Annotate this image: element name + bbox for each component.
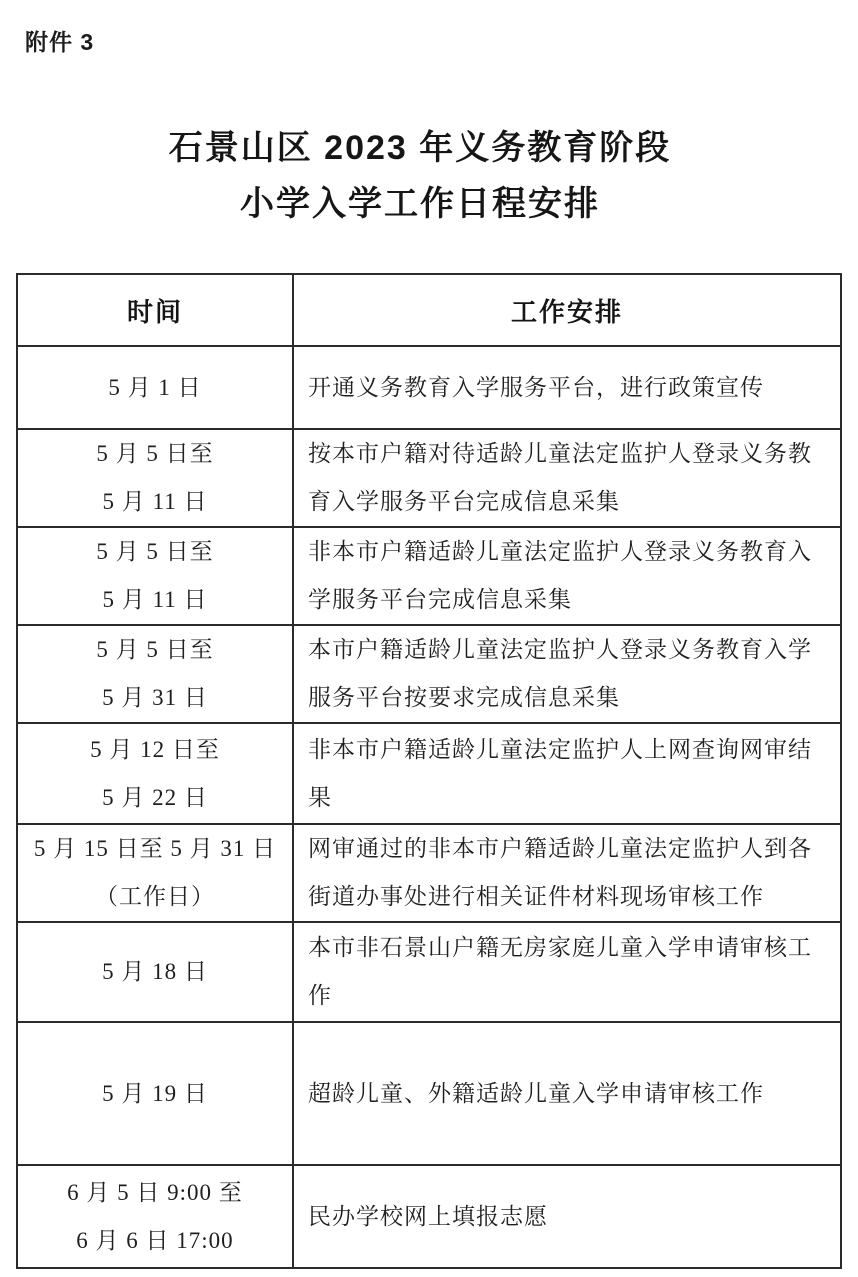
task-cell bbox=[293, 625, 841, 723]
time-line: 5 月 19 日 bbox=[102, 1080, 208, 1106]
time-line: （工作日） bbox=[95, 884, 215, 909]
time-cell bbox=[17, 625, 293, 723]
time-cell bbox=[17, 1165, 293, 1268]
task-text: 网审通过的非本市户籍适龄儿童法定监护人到各街道办事处进行相关证件材料现场审核工作 bbox=[308, 836, 812, 909]
task-text: 非本市户籍适龄儿童法定监护人登录义务教育入学服务平台完成信息采集 bbox=[308, 539, 812, 612]
task-text: 开通义务教育入学服务平台，进行政策宣传 bbox=[308, 374, 764, 400]
time-line: 5 月 31 日 bbox=[102, 685, 208, 710]
task-cell bbox=[293, 346, 841, 429]
time-line: 5 月 5 日至 bbox=[96, 637, 214, 662]
task-cell bbox=[293, 723, 841, 824]
task-text: 本市非石景山户籍无房家庭儿童入学申请审核工作 bbox=[308, 935, 812, 1008]
table-row bbox=[17, 1022, 841, 1165]
schedule-table-body bbox=[17, 346, 841, 1268]
table-row bbox=[17, 625, 841, 723]
header-cell-time: 时间 bbox=[17, 274, 293, 346]
header-cell-task: 工作安排 bbox=[293, 274, 841, 346]
table-row bbox=[17, 922, 841, 1022]
time-line: 5 月 15 日至 5 月 31 日 bbox=[33, 836, 277, 861]
task-text: 民办学校网上填报志愿 bbox=[308, 1203, 548, 1229]
time-cell bbox=[17, 429, 293, 527]
time-cell bbox=[17, 527, 293, 625]
time-line: 5 月 11 日 bbox=[102, 587, 208, 612]
task-cell bbox=[293, 1022, 841, 1165]
time-line: 5 月 5 日至 bbox=[96, 441, 214, 466]
time-cell bbox=[17, 922, 293, 1022]
time-cell bbox=[17, 346, 293, 429]
time-cell bbox=[17, 824, 293, 922]
time-line: 5 月 1 日 bbox=[108, 374, 202, 400]
task-cell bbox=[293, 1165, 841, 1268]
table-header-row bbox=[17, 274, 841, 346]
task-cell bbox=[293, 527, 841, 625]
task-text: 超龄儿童、外籍适龄儿童入学申请审核工作 bbox=[308, 1080, 764, 1106]
time-line: 6 月 6 日 17:00 bbox=[76, 1227, 234, 1253]
table-row bbox=[17, 1165, 841, 1268]
time-cell bbox=[17, 723, 293, 824]
attachment-label: 附件 3 bbox=[25, 29, 95, 55]
time-cell bbox=[17, 1022, 293, 1165]
table-row bbox=[17, 723, 841, 824]
table-row bbox=[17, 527, 841, 625]
time-line: 6 月 5 日 9:00 至 bbox=[67, 1179, 243, 1205]
time-line: 5 月 22 日 bbox=[102, 784, 208, 810]
task-cell bbox=[293, 824, 841, 922]
table-row bbox=[17, 429, 841, 527]
time-line: 5 月 12 日至 bbox=[90, 736, 220, 762]
title-line-2: 小学入学工作日程安排 bbox=[240, 185, 600, 223]
task-cell bbox=[293, 922, 841, 1022]
task-text: 按本市户籍对待适龄儿童法定监护人登录义务教育入学服务平台完成信息采集 bbox=[308, 441, 812, 514]
task-text: 非本市户籍适龄儿童法定监护人上网查询网审结果 bbox=[308, 736, 812, 810]
task-text: 本市户籍适龄儿童法定监护人登录义务教育入学服务平台按要求完成信息采集 bbox=[308, 637, 812, 710]
task-cell bbox=[293, 429, 841, 527]
time-line: 5 月 18 日 bbox=[102, 959, 208, 984]
document-title bbox=[0, 120, 840, 232]
title-line-1: 石景山区 2023 年义务教育阶段 bbox=[168, 129, 672, 167]
table-row bbox=[17, 346, 841, 429]
schedule-table bbox=[16, 273, 842, 1269]
table-row bbox=[17, 824, 841, 922]
time-line: 5 月 11 日 bbox=[102, 489, 208, 514]
time-line: 5 月 5 日至 bbox=[96, 539, 214, 564]
